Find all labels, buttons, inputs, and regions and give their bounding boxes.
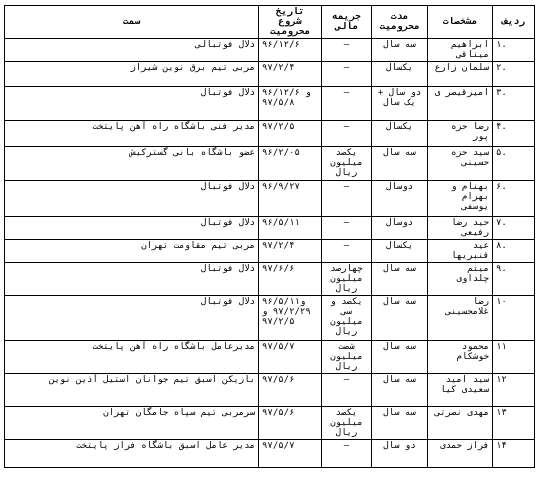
table-row bbox=[5, 39, 535, 62]
header-row-no: ردیف bbox=[493, 6, 535, 39]
post-cell: دلال فوتبال bbox=[5, 296, 259, 341]
table-row bbox=[5, 121, 535, 147]
header-fine: جریمه مالی bbox=[322, 6, 372, 39]
duration-cell: دو سال bbox=[372, 440, 428, 468]
start-date-cell: ۹۶/۵/۱۱و ۹۷/۲/۲۹ و ۹۷/۲/۵ bbox=[259, 296, 322, 341]
start-date-cell: ۹۷/۲/۴ bbox=[259, 240, 322, 263]
start-date-cell: ۹۷/۲/۴ bbox=[259, 62, 322, 87]
duration-cell: دوسال bbox=[372, 217, 428, 240]
table-row bbox=[5, 240, 535, 263]
row-number: ۸. bbox=[493, 240, 535, 263]
row-number: ۷. bbox=[493, 217, 535, 240]
profile-cell: عید قنبریها bbox=[428, 240, 493, 263]
fine-cell: چهارصد میلیون ریال bbox=[322, 263, 372, 296]
duration-cell: دوسال bbox=[372, 181, 428, 217]
post-cell: دلال فوتبال bbox=[5, 87, 259, 121]
duration-cell: یکسال bbox=[372, 240, 428, 263]
header-row bbox=[5, 6, 535, 39]
start-date-cell: ۹۷/۵/۶ bbox=[259, 407, 322, 440]
row-number: ۲. bbox=[493, 62, 535, 87]
row-number: ۱۰ bbox=[493, 296, 535, 341]
post-cell: دلال فوتبال bbox=[5, 181, 259, 217]
fine-cell: – bbox=[322, 121, 372, 147]
start-date-cell: ۹۷/۶/۶ bbox=[259, 263, 322, 296]
profile-cell: ابراهیم میناقی bbox=[428, 39, 493, 62]
fine-cell: شصت میلیون ریال bbox=[322, 341, 372, 374]
profile-cell: رضا حزه پور bbox=[428, 121, 493, 147]
start-date-cell: ۹۷/۲/۵ bbox=[259, 121, 322, 147]
table-row bbox=[5, 147, 535, 181]
post-cell: مربی تیم مقاومت تهران bbox=[5, 240, 259, 263]
profile-cell: فراز حمدی bbox=[428, 440, 493, 468]
table-row bbox=[5, 181, 535, 217]
profile-cell: رضا غلامحسینی bbox=[428, 296, 493, 341]
row-number: ۱۳ bbox=[493, 407, 535, 440]
profile-cell: امیرقیصر ی bbox=[428, 87, 493, 121]
row-number: ۱۲ bbox=[493, 374, 535, 407]
table-row bbox=[5, 263, 535, 296]
table-row bbox=[5, 440, 535, 468]
header-duration: مدت محرومیت bbox=[372, 6, 428, 39]
header-post: سمت bbox=[5, 6, 259, 39]
start-date-cell: ۹۶/۲/۰۵ bbox=[259, 147, 322, 181]
fine-cell: – bbox=[322, 39, 372, 62]
row-number: ۹. bbox=[493, 263, 535, 296]
fine-cell: یکصد میلیون ریال bbox=[322, 147, 372, 181]
fine-cell: – bbox=[322, 240, 372, 263]
table-row bbox=[5, 217, 535, 240]
post-cell: سرمربی تیم سپاه جامگان تهران bbox=[5, 407, 259, 440]
profile-cell: سید حزه حسینی bbox=[428, 147, 493, 181]
table-row bbox=[5, 341, 535, 374]
start-date-cell: ۹۶/۱۲/۶ bbox=[259, 39, 322, 62]
table-row bbox=[5, 374, 535, 407]
duration-cell: سه سال bbox=[372, 296, 428, 341]
fine-cell: – bbox=[322, 181, 372, 217]
row-number: ۴. bbox=[493, 121, 535, 147]
fine-cell: – bbox=[322, 217, 372, 240]
post-cell: بازیکن اسبق تیم جوانان استیل آذین نوین bbox=[5, 374, 259, 407]
table-row bbox=[5, 87, 535, 121]
profile-cell: سید امید سعیدی کیا bbox=[428, 374, 493, 407]
table-row bbox=[5, 407, 535, 440]
start-date-cell: ۹۷/۵/۷ bbox=[259, 341, 322, 374]
start-date-cell: ۹۶/۱۲/۶ و ۹۷/۵/۸ bbox=[259, 87, 322, 121]
duration-cell: یکسال bbox=[372, 62, 428, 87]
row-number: ۳. bbox=[493, 87, 535, 121]
duration-cell: سه سال bbox=[372, 374, 428, 407]
header-start-date: تاریخ شروع محرومیت bbox=[259, 6, 322, 39]
profile-cell: بهنام و بهرام یوسفی bbox=[428, 181, 493, 217]
start-date-cell: ۹۷/۵/۷ bbox=[259, 440, 322, 468]
post-cell: دلال فوتبال bbox=[5, 217, 259, 240]
profile-cell: حید رضا رفیعی bbox=[428, 217, 493, 240]
row-number: ۵. bbox=[493, 147, 535, 181]
post-cell: عضو باشگاه بانی گسترکیش bbox=[5, 147, 259, 181]
row-number: ۱. bbox=[493, 39, 535, 62]
post-cell: مدیر فنی باشگاه راه آهن پایتخت bbox=[5, 121, 259, 147]
duration-cell: یکسال bbox=[372, 121, 428, 147]
duration-cell: سه سال bbox=[372, 147, 428, 181]
document-page bbox=[4, 5, 534, 468]
profile-cell: سلمان زارع bbox=[428, 62, 493, 87]
fine-cell: – bbox=[322, 374, 372, 407]
suspension-table bbox=[4, 5, 535, 468]
post-cell: دلال فوتبالی bbox=[5, 39, 259, 62]
row-number: ۱۴ bbox=[493, 440, 535, 468]
table-row bbox=[5, 296, 535, 341]
post-cell: مدیرعامل باشگاه راه آهن پایتخت bbox=[5, 341, 259, 374]
header-profile: مشخصات bbox=[428, 6, 493, 39]
duration-cell: سه سال bbox=[372, 341, 428, 374]
row-number: ۱۱ bbox=[493, 341, 535, 374]
duration-cell: سه سال bbox=[372, 263, 428, 296]
duration-cell: سه سال bbox=[372, 407, 428, 440]
post-cell: دلال فوتبال bbox=[5, 263, 259, 296]
table-row bbox=[5, 62, 535, 87]
start-date-cell: ۹۶/۵/۱۱ bbox=[259, 217, 322, 240]
profile-cell: محمود خوشکام bbox=[428, 341, 493, 374]
start-date-cell: ۹۷/۵/۶ bbox=[259, 374, 322, 407]
row-number: ۶. bbox=[493, 181, 535, 217]
fine-cell: یکصد میلیون ریال bbox=[322, 407, 372, 440]
duration-cell: دو سال + یک سال bbox=[372, 87, 428, 121]
fine-cell: – bbox=[322, 62, 372, 87]
fine-cell: – bbox=[322, 440, 372, 468]
post-cell: مدیر عامل اسبق باشگاه فراز پایتخت bbox=[5, 440, 259, 468]
fine-cell: – bbox=[322, 87, 372, 121]
profile-cell: میثم چلداوی bbox=[428, 263, 493, 296]
duration-cell: سه سال bbox=[372, 39, 428, 62]
post-cell: مربی تیم برق نوین شیراز bbox=[5, 62, 259, 87]
profile-cell: مهدی نصرتی bbox=[428, 407, 493, 440]
start-date-cell: ۹۶/۹/۲۷ bbox=[259, 181, 322, 217]
fine-cell: یکصد و سی میلیون ریال bbox=[322, 296, 372, 341]
